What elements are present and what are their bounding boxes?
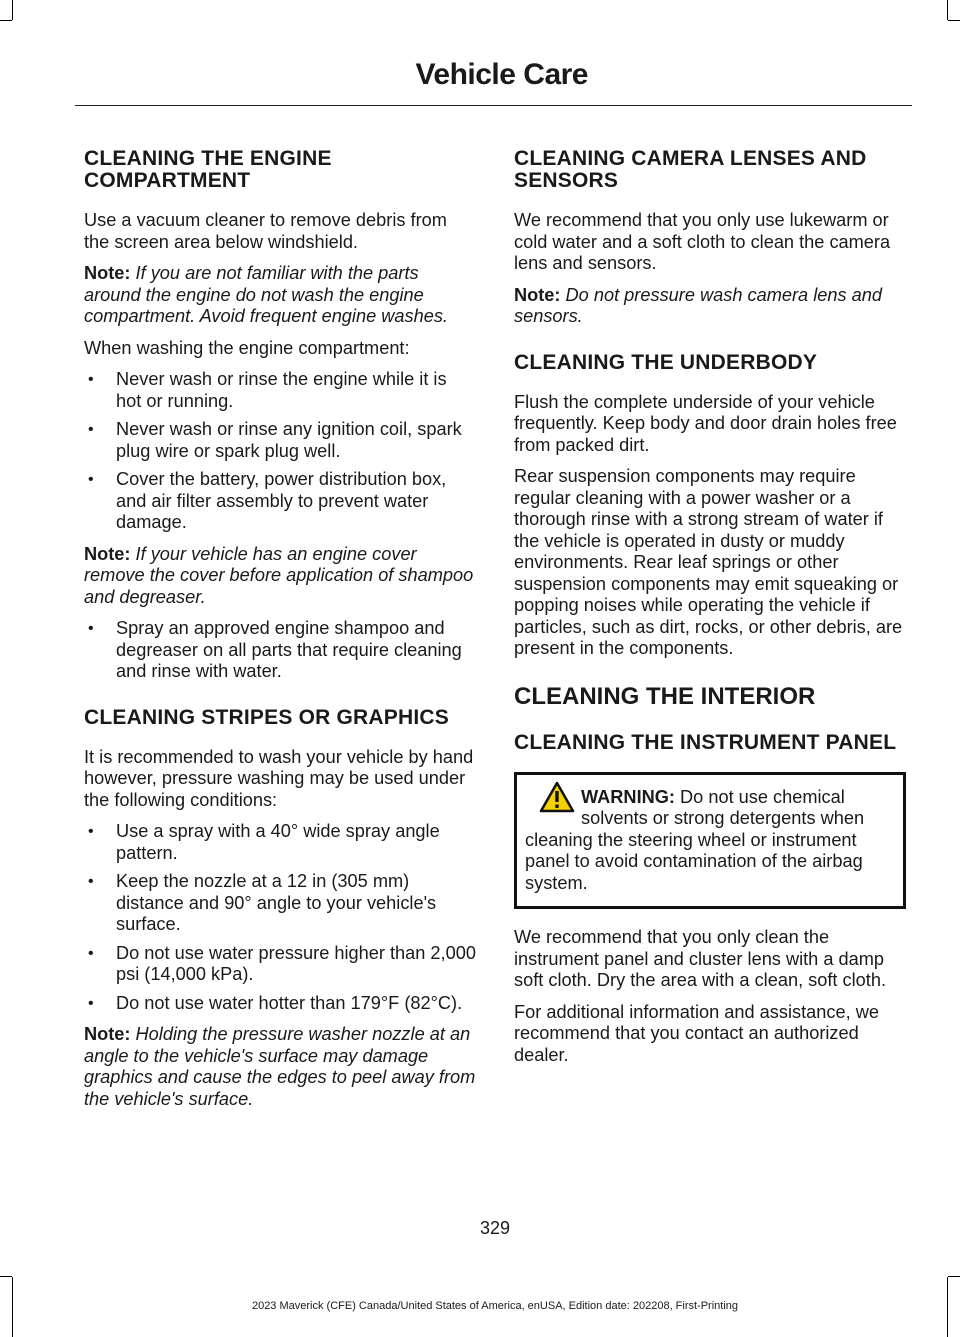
crop-mark [947,0,948,20]
warning-label: WARNING: [581,786,675,807]
engine-bullet-list-2 [84,618,476,683]
list-item: • Never wash or rinse the engine while it is hot or running. [84,369,476,412]
crop-mark [948,20,960,21]
panel-p1: We recommend that you only clean the instrument panel and cluster lens with a damp soft cloth. Dry the area with a clean, soft cloth. [514,927,887,990]
heading-stripes-graphics: CLEANING STRIPES OR GRAPHICS [84,705,449,729]
list-item: • Keep the nozzle at a 12 in (305 mm) distance and 90° angle to your vehicle's surface. [84,871,476,936]
crop-mark [0,20,12,21]
heading-engine-compartment: CLEANING THE ENGINE COMPARTMENT [84,147,332,192]
page-header-title: Vehicle Care [415,58,588,91]
engine-bullet-list [84,369,476,534]
left-column [84,148,476,1120]
heading-underbody: CLEANING THE UNDERBODY [514,350,818,374]
footer-edition: 2023 Maverick (CFE) Canada/United States of America, enUSA, Edition date: 202208, First-Printing [251,1300,739,1312]
warning-box [514,772,906,910]
list-item: • Do not use water pressure higher than 2,000 psi (14,000 kPa). [84,943,476,986]
crop-mark [948,1276,960,1277]
engine-lead: When washing the engine compartment: [84,337,410,358]
warning-text: Do not use chemical solvents or strong detergents when cleaning the steering wheel or instrument panel to avoid contamination of the airbag system. [525,786,865,893]
engine-note-1 [84,263,476,328]
warning-triangle-icon [539,781,575,813]
camera-intro: We recommend that you only use lukewarm or cold water and a soft cloth to clean the camera lens and sensors. [514,210,891,273]
note-text: Do not pressure wash camera lens and sensors. [514,284,882,326]
panel-p2: For additional information and assistance, we recommend that you contact an authorized dealer. [514,1001,879,1065]
note-text: If you are not familiar with the parts around the engine do not wash the engine compartment. Avoid frequent engine washes. [84,263,448,326]
note-label: Note: [84,543,131,564]
list-item: • Cover the battery, power distribution box, and air filter assembly to prevent water damage. [84,469,476,534]
note-text: If your vehicle has an engine cover remove the cover before application of shampoo and degreaser. [84,543,474,607]
right-column [514,148,906,1076]
page-number: 329 [479,1218,511,1238]
note-label: Note: [84,263,131,283]
list-item: • Use a spray with a 40° wide spray angle pattern. [84,821,476,864]
note-text: Holding the pressure washer nozzle at an angle to the vehicle's surface may damage graphics and cause the edges to peel away from the vehicle's surface. [84,1024,476,1109]
note-label: Note: [84,1024,131,1044]
crop-mark [0,1276,12,1277]
underbody-p2: Rear suspension components may require regular cleaning with a power washer or a thorough rinse with a strong stream of water if the vehicle is operated in dusty or muddy environments. Rear leaf springs or other suspension components may emit squeaking or popping noises while operating the vehicle if particles, such as dirt, rocks, or other debris, are present in the components. [514,466,903,658]
header-rule [75,105,912,106]
stripes-note [84,1024,476,1110]
heading-interior: CLEANING THE INTERIOR [514,682,816,710]
heading-instrument-panel: CLEANING THE INSTRUMENT PANEL [514,730,897,754]
list-item: • Never wash or rinse any ignition coil, spark plug wire or spark plug well. [84,419,476,462]
stripes-bullet-list [84,821,476,1014]
note-label: Note: [514,284,561,305]
engine-note-2 [84,544,476,609]
list-item: • Spray an approved engine shampoo and degreaser on all parts that require cleaning and rinse with water. [84,618,476,683]
camera-note [514,285,906,328]
crop-mark [12,0,13,20]
heading-camera-lenses: CLEANING CAMERA LENSES AND SENSORS [514,147,867,192]
engine-intro: Use a vacuum cleaner to remove debris from the screen area below windshield. [84,210,447,252]
underbody-p1: Flush the complete underside of your vehicle frequently. Keep body and door drain holes free from packed dirt. [514,391,897,455]
stripes-intro: It is recommended to wash your vehicle by hand however, pressure washing may be used under the following conditions: [84,746,474,810]
list-item: • Do not use water hotter than 179°F (82°C). [84,993,476,1015]
